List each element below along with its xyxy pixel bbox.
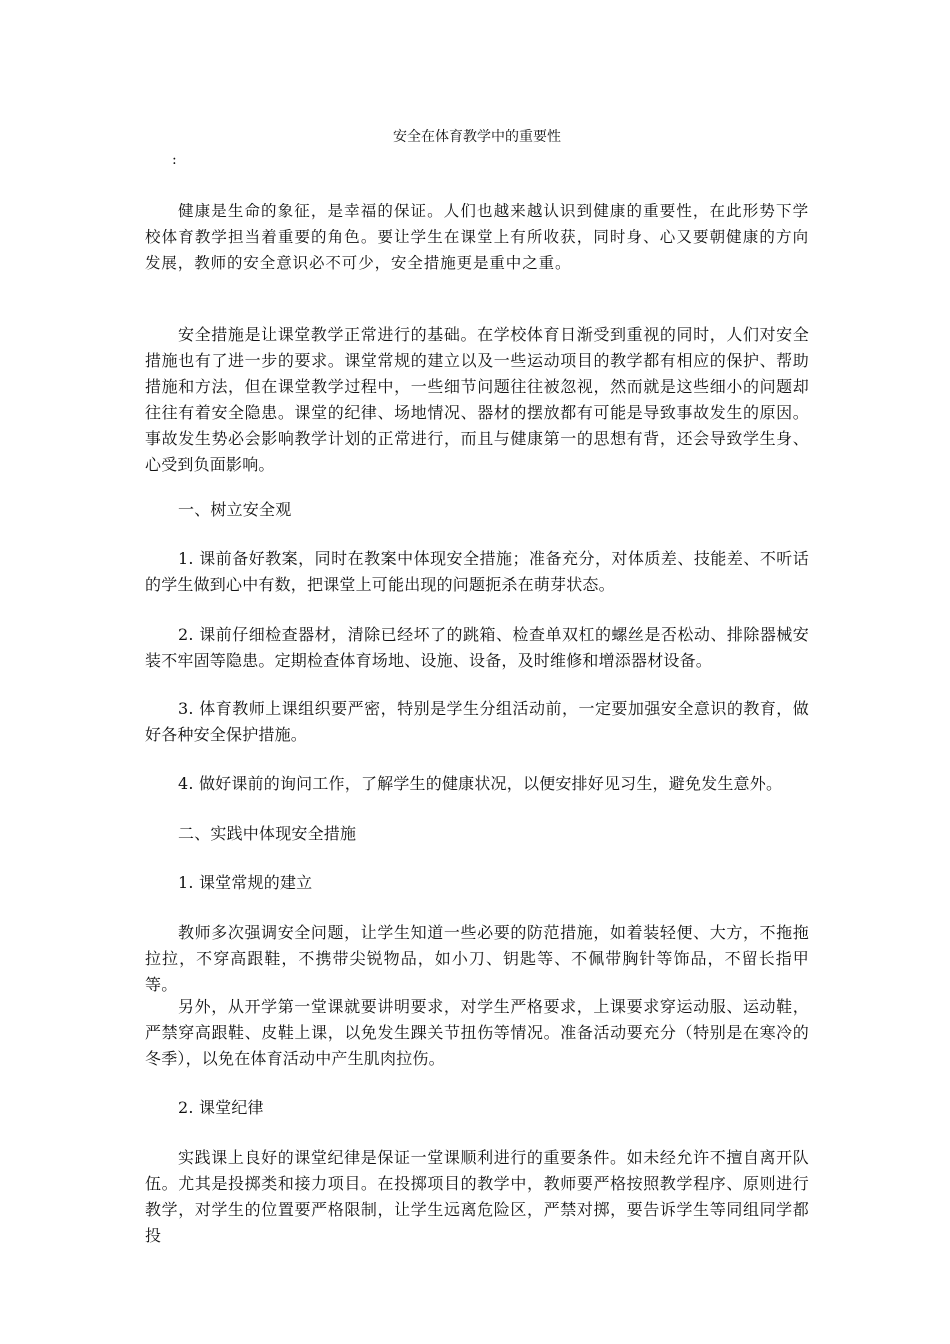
list-item-3: 3. 体育教师上课组织要严密，特别是学生分组活动前，一定要加强安全意识的教育，做好各种安全保护措施。	[145, 699, 809, 744]
list-item-4: 4. 做好课前的询问工作，了解学生的健康状况，以便安排好见习生，避免发生意外。	[178, 774, 783, 793]
subheading-classroom-discipline: 2. 课堂纪律	[178, 1098, 264, 1117]
colon-mark: :	[172, 152, 177, 168]
paragraph-intro: 健康是生命的象征，是幸福的保证。人们也越来越认识到健康的重要性，在此形势下学校体育教学担当着重要的角色。要让学生在课堂上有所收获，同时身、心又要朝健康的方向发展，教师的安全意识必不可少，安全措施更是重中之重。	[145, 202, 809, 272]
list-item-1: 1. 课前备好教案，同时在教案中体现安全措施；准备充分，对体质差、技能差、不听话的学生做到心中有数，把课堂上可能出现的问题扼杀在萌芽状态。	[145, 549, 809, 594]
paragraph-safety-basis: 安全措施是让课堂教学正常进行的基础。在学校体育日渐受到重视的同时，人们对安全措施也有了进一步的要求。课堂常规的建立以及一些运动项目的教学都有相应的保护、帮助措施和方法，但在课堂教学过程中，一些细节问题往往被忽视，然而就是这些细小的问题却往往有着安全隐患。课堂的纪律、场地情况、器材的摆放都有可能是导致事故发生的原因。事故发生势必会影响教学计划的正常进行，而且与健康第一的思想有背，还会导致学生身、心受到负面影响。	[145, 325, 809, 474]
paragraph-discipline: 实践课上良好的课堂纪律是保证一堂课顺利进行的重要条件。如未经允许不擅自离开队伍。尤其是投掷类和接力项目。在投掷项目的教学中，教师要严格按照教学程序、原则进行教学，对学生的位置要严格限制，让学生远离危险区，严禁对掷，要告诉学生等同组同学都投	[145, 1148, 809, 1245]
document-title: 安全在体育教学中的重要性	[393, 129, 561, 145]
heading-section-1: 一、树立安全观	[178, 500, 292, 519]
paragraph-first-lesson: 另外，从开学第一堂课就要讲明要求，对学生严格要求，上课要求穿运动服、运动鞋，严禁穿高跟鞋、皮鞋上课，以免发生踝关节扭伤等情况。准备活动要充分（特别是在寒冷的冬季），以免在体育活动中产生肌肉拉伤。	[145, 997, 809, 1068]
heading-section-2: 二、实践中体现安全措施	[178, 824, 357, 843]
paragraph-safety-emphasis: 教师多次强调安全问题，让学生知道一些必要的防范措施，如着装轻便、大方，不拖拖拉拉，不穿高跟鞋，不携带尖锐物品，如小刀、钥匙等、不佩带胸针等饰品，不留长指甲等。	[145, 923, 809, 994]
list-item-2: 2. 课前仔细检查器材，清除已经坏了的跳箱、检查单双杠的螺丝是否松动、排除器械安装不牢固等隐患。定期检查体育场地、设施、设备，及时维修和增添器材设备。	[145, 625, 809, 670]
subheading-classroom-routine: 1. 课堂常规的建立	[178, 873, 313, 892]
